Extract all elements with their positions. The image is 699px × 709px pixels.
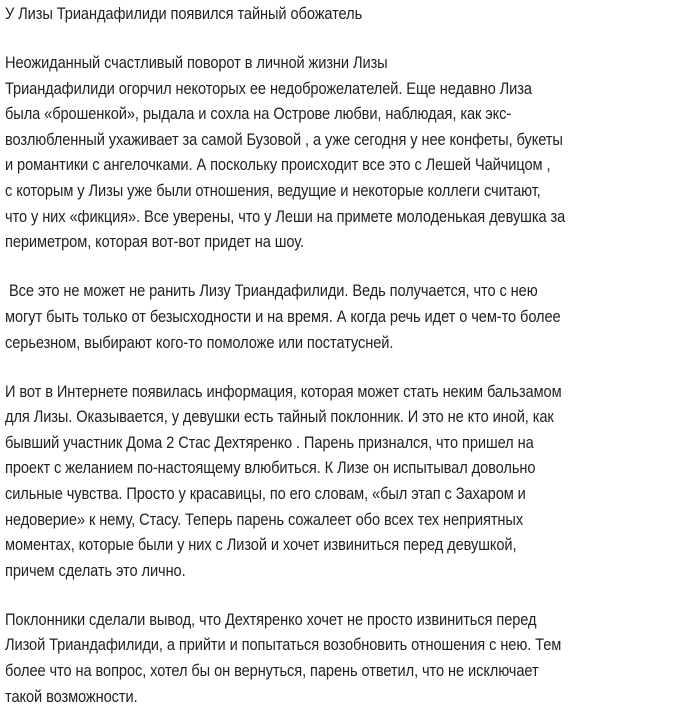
text-line: для Лизы. Оказывается, у девушки есть тайный поклонник. И это не кто иной, как xyxy=(5,407,554,427)
article xyxy=(0,1,699,709)
text-line: сильные чувства. Просто у красавицы, по его словам, «был этап с Захаром и xyxy=(5,484,526,503)
paragraph-1 xyxy=(5,50,699,255)
paragraph-3 xyxy=(5,379,699,584)
text-line: бывший участник Дома 2 Стас Дехтяренко . Парень признался, что пришел на xyxy=(5,432,534,452)
text-line: серьезном, выбирают кого-то помоложе или постатусней. xyxy=(5,332,394,352)
text-line: такой возможности. xyxy=(5,686,138,706)
paragraph-2 xyxy=(5,278,699,355)
text-line: причем сделать это лично. xyxy=(5,560,186,580)
text-line: более что на вопрос, хотел бы он вернуться, парень ответил, что не исключает xyxy=(5,661,539,681)
text-line: была «брошенкой», рыдала и сохла на Острове любви, наблюдая, как экс- xyxy=(5,104,512,124)
text-line: Триандафилиди огорчил некоторых ее недоброжелателей. Еще недавно Лиза xyxy=(5,78,532,98)
text-line: с которым у Лизы уже были отношения, ведущие и некоторые коллеги считают, xyxy=(5,181,541,201)
text-line: моментах, которые были у них с Лизой и хочет извиниться перед девушкой, xyxy=(5,535,517,555)
text-line: и романтики с ангелочками. А поскольку происходит все это с Лешей Чайчицом , xyxy=(5,155,551,175)
text-line: Все это не может не ранить Лизу Триандафилиди. Ведь получается, что с нею xyxy=(5,281,538,301)
text-line: Лизой Триандафилиди, а прийти и попытаться возобновить отношения с нею. Тем xyxy=(5,635,562,655)
text-line: Неожиданный счастливый поворот в личной жизни Лизы xyxy=(5,53,388,73)
text-line: периметром, которая вот-вот придет на шоу. xyxy=(5,232,305,252)
text-line: И вот в Интернете появилась информация, которая может стать неким бальзамом xyxy=(5,381,562,401)
text-line: проект с желанием по-настоящему влюбиться. К Лизе он испытывал довольно xyxy=(5,458,536,478)
article-title: У Лизы Триандафилиди появился тайный обожатель xyxy=(5,4,363,23)
text-line: что у них «фикция». Все уверены, что у Леши на примете молоденькая девушка за xyxy=(5,206,566,226)
paragraph-4 xyxy=(5,607,699,709)
text-line: возлюбленный ухаживает за самой Бузовой , а уже сегодня у нее конфеты, букеты xyxy=(5,129,563,149)
text-line: Поклонники сделали вывод, что Дехтяренко хочет не просто извиниться перед xyxy=(5,609,537,629)
text-line: недоверие» к нему, Стасу. Теперь парень сожалеет обо всех тех неприятных xyxy=(5,509,524,529)
text-line: могут быть только от безысходности и на время. А когда речь идет о чем-то более xyxy=(5,306,561,326)
